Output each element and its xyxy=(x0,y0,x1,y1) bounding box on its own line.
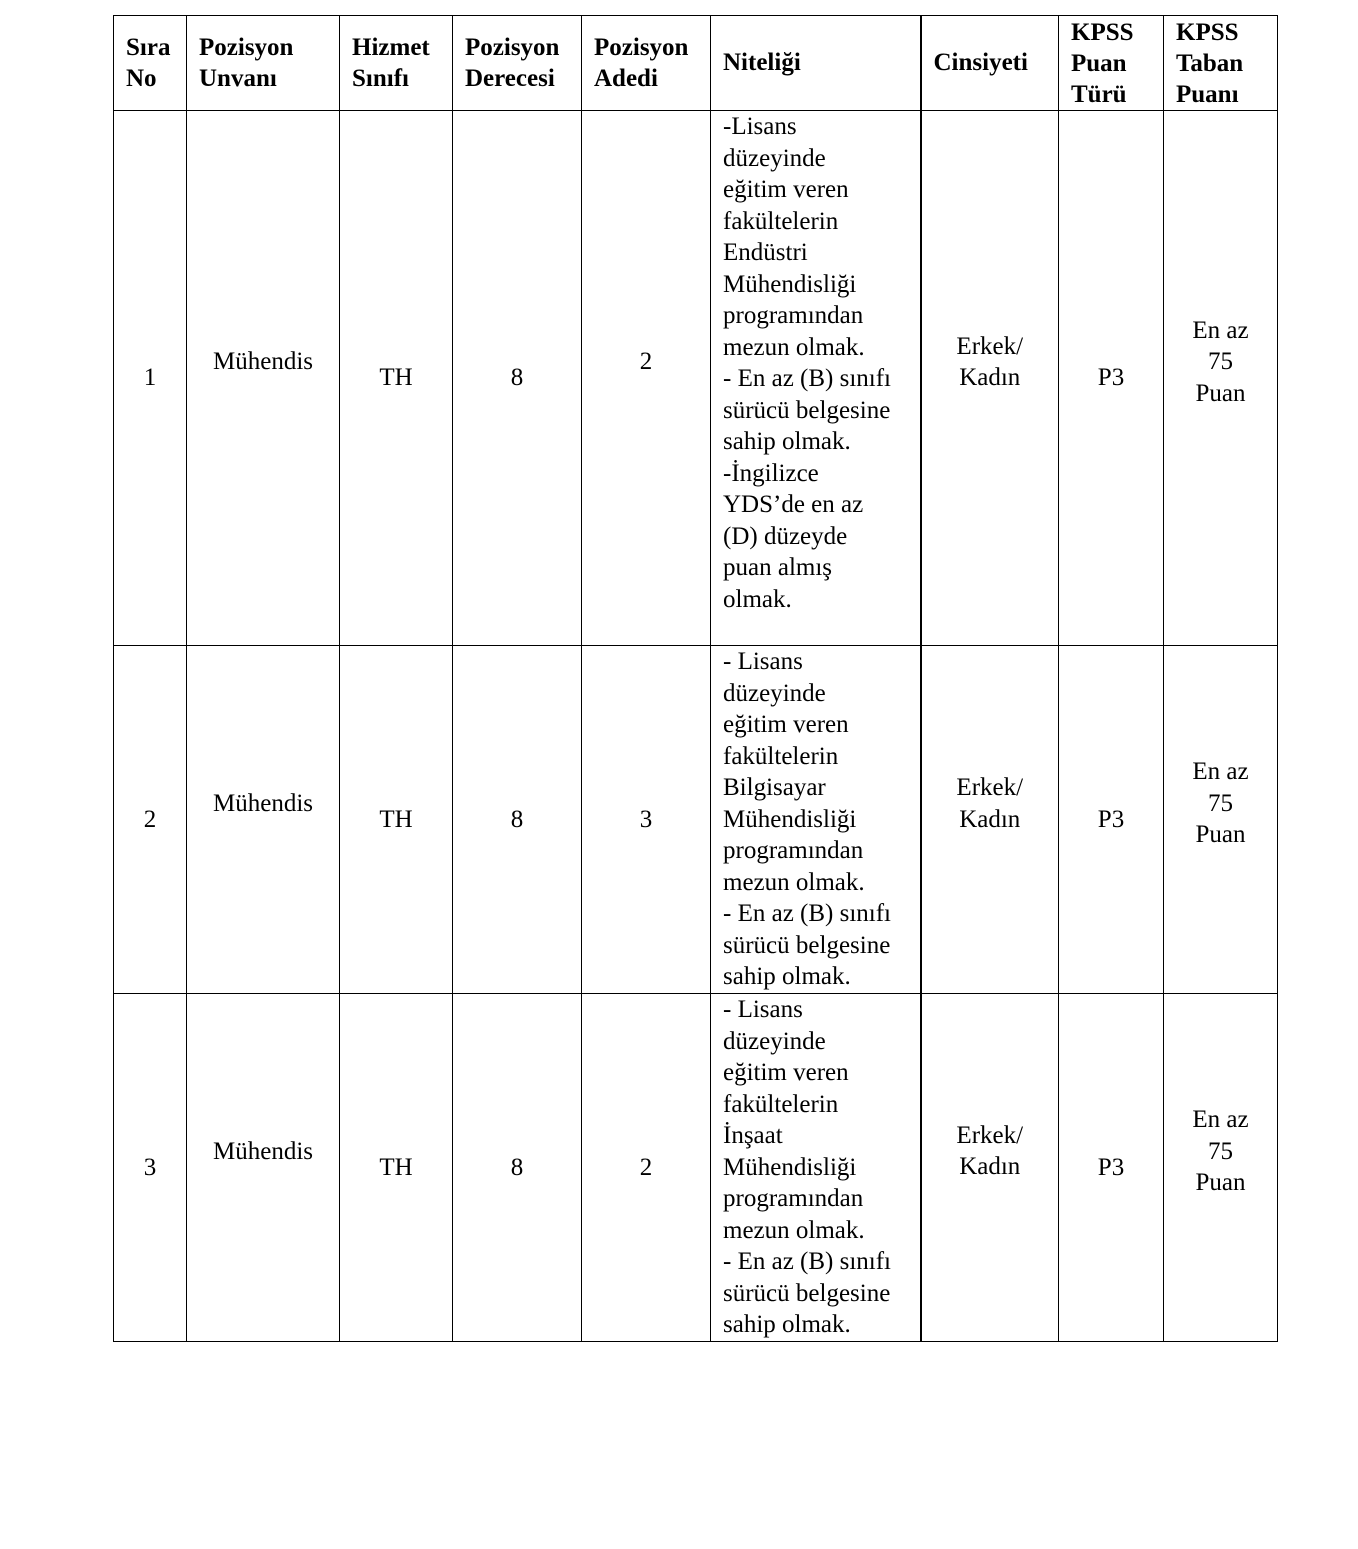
cell-kpss-taban-puani xyxy=(1164,646,1278,994)
cell-kpss-taban-puani xyxy=(1164,111,1278,646)
header-niteligi: Niteliği xyxy=(711,16,921,111)
cinsiyeti-value: Erkek/ Kadın xyxy=(956,332,1024,391)
cell-kpss-puan-turu xyxy=(1059,994,1164,1342)
kpss-taban-puani-value: En az 75 Puan xyxy=(1192,758,1249,849)
header-row xyxy=(114,16,1278,111)
cell-hizmet-sinifi xyxy=(340,646,453,994)
cell-sira-no xyxy=(114,646,187,994)
cell-cinsiyeti xyxy=(921,994,1059,1342)
pozisyon-unvani-value: Mühendis xyxy=(213,1137,313,1165)
pozisyon-adedi-value: 3 xyxy=(639,805,653,833)
cell-hizmet-sinifi xyxy=(340,111,453,646)
kpss-puan-turu-value: P3 xyxy=(1097,1153,1125,1181)
kpss-puan-turu-value: P3 xyxy=(1097,805,1125,833)
header-pozisyon-derecesi: Pozisyon Derecesi xyxy=(453,16,582,111)
cell-niteligi: - Lisans düzeyinde eğitim veren fakültelerin Bilgisayar Mühendisliği programından mezun olmak. - En az (B) sınıfı sürücü belgesine sahip olmak. xyxy=(711,646,921,994)
sira-no-value: 2 xyxy=(143,805,157,833)
cell-pozisyon-derecesi xyxy=(453,994,582,1342)
pozisyon-derecesi-value: 8 xyxy=(510,805,524,833)
hizmet-sinifi-value: TH xyxy=(379,364,413,392)
kpss-taban-puani-value: En az 75 Puan xyxy=(1192,316,1249,407)
sira-no-value: 1 xyxy=(143,364,157,392)
pozisyon-derecesi-value: 8 xyxy=(510,1153,524,1181)
hizmet-sinifi-value: TH xyxy=(379,1153,413,1181)
pozisyon-adedi-value: 2 xyxy=(639,1153,653,1181)
header-kpss-puan-turu: KPSS Puan Türü xyxy=(1059,16,1164,111)
table-row xyxy=(114,646,1278,994)
cell-pozisyon-adedi xyxy=(582,111,711,646)
pozisyon-adedi-value: 2 xyxy=(639,348,653,376)
pozisyon-unvani-value: Mühendis xyxy=(213,789,313,817)
cell-pozisyon-unvani xyxy=(187,994,340,1342)
cell-hizmet-sinifi xyxy=(340,994,453,1342)
header-pozisyon-unvani: Pozisyon Unvanı xyxy=(187,16,340,111)
pozisyon-unvani-value: Mühendis xyxy=(213,348,313,376)
header-kpss-taban-puani: KPSS Taban Puanı xyxy=(1164,16,1278,111)
table-row xyxy=(114,111,1278,646)
cell-pozisyon-adedi xyxy=(582,646,711,994)
header-pozisyon-adedi: Pozisyon Adedi xyxy=(582,16,711,111)
hizmet-sinifi-value: TH xyxy=(379,805,413,833)
cinsiyeti-value: Erkek/ Kadın xyxy=(956,1121,1024,1181)
cell-sira-no xyxy=(114,111,187,646)
cell-kpss-puan-turu xyxy=(1059,111,1164,646)
cell-pozisyon-derecesi xyxy=(453,646,582,994)
positions-table xyxy=(113,15,1278,1342)
header-sira-no: Sıra No xyxy=(114,16,187,111)
cell-niteligi: - Lisans düzeyinde eğitim veren fakültelerin İnşaat Mühendisliği programından mezun olmak. - En az (B) sınıfı sürücü belgesine sahip olmak. xyxy=(711,994,921,1342)
cell-kpss-puan-turu xyxy=(1059,646,1164,994)
cell-sira-no xyxy=(114,994,187,1342)
kpss-taban-puani-value: En az 75 Puan xyxy=(1192,1106,1249,1196)
cell-cinsiyeti xyxy=(921,646,1059,994)
pozisyon-derecesi-value: 8 xyxy=(510,364,524,392)
header-cinsiyeti: Cinsiyeti xyxy=(921,16,1059,111)
cell-kpss-taban-puani xyxy=(1164,994,1278,1342)
sira-no-value: 3 xyxy=(143,1153,157,1181)
cell-pozisyon-derecesi xyxy=(453,111,582,646)
cell-niteligi: -Lisans düzeyinde eğitim veren fakültelerin Endüstri Mühendisliği programından mezun olmak. - En az (B) sınıfı sürücü belgesine sahip olmak. -İngilizce YDS’de en az (D) düzeyde puan almış olmak. xyxy=(711,111,921,646)
cell-pozisyon-adedi xyxy=(582,994,711,1342)
cell-pozisyon-unvani xyxy=(187,111,340,646)
cell-cinsiyeti xyxy=(921,111,1059,646)
cell-pozisyon-unvani xyxy=(187,646,340,994)
table-row xyxy=(114,994,1278,1342)
header-hizmet-sinifi: Hizmet Sınıfı xyxy=(340,16,453,111)
cinsiyeti-value: Erkek/ Kadın xyxy=(956,774,1024,833)
kpss-puan-turu-value: P3 xyxy=(1097,364,1125,392)
